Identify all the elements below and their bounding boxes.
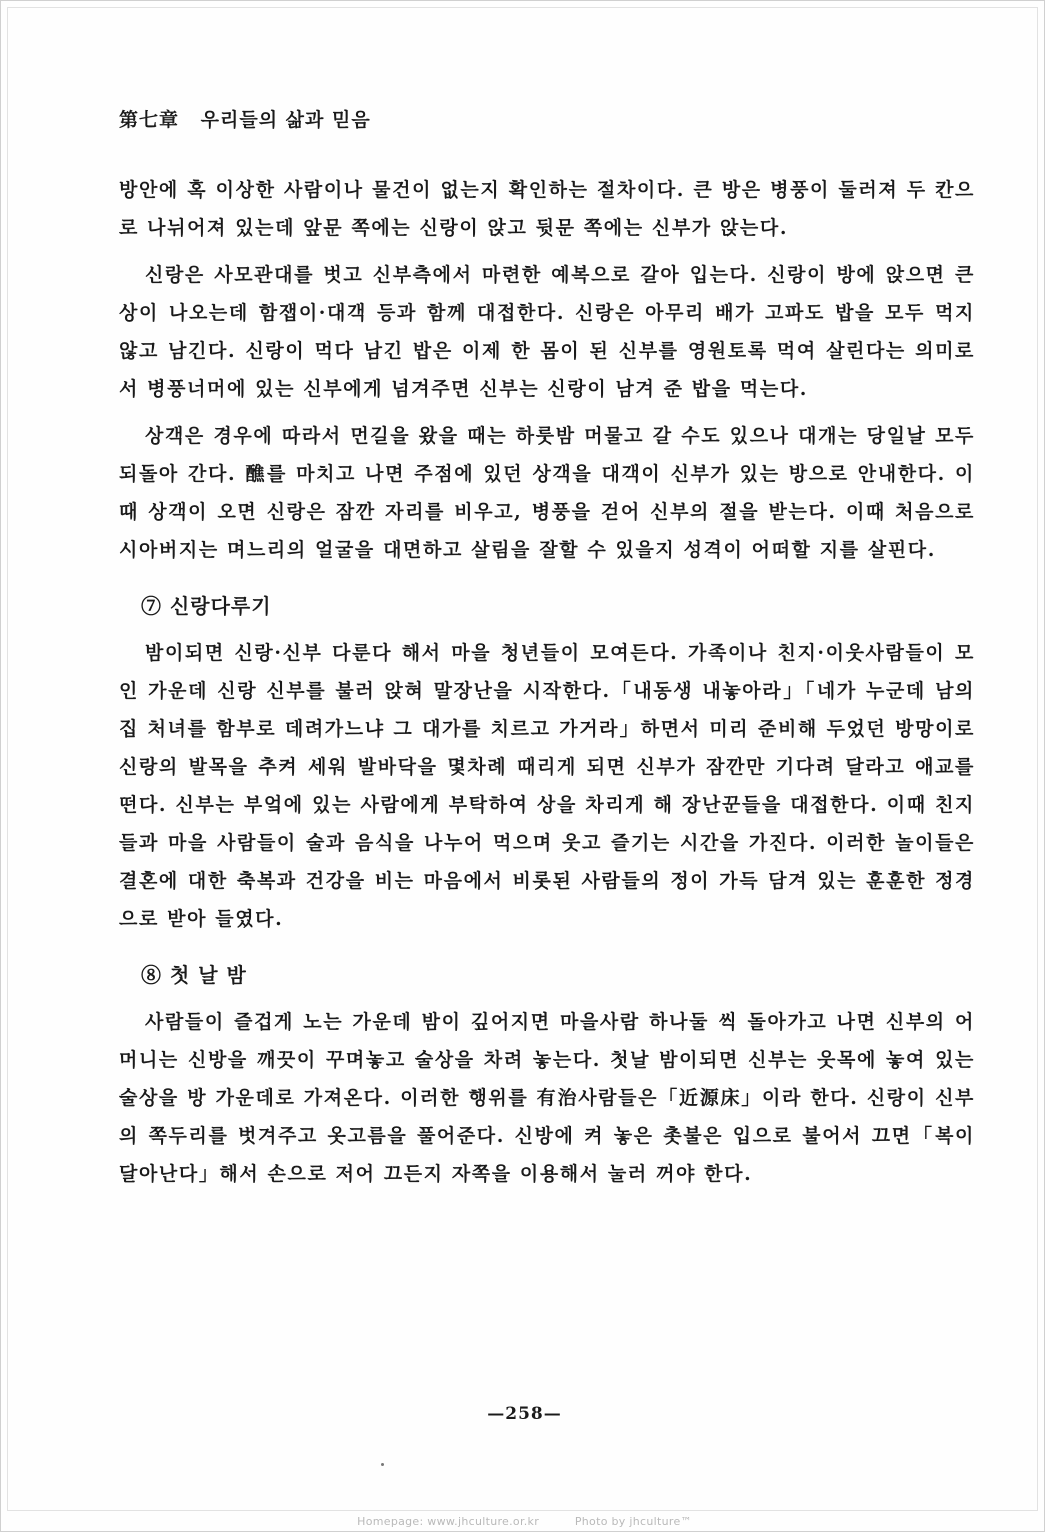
paragraph: 사람들이 즐겁게 노는 가운데 밤이 깊어지면 마을사람 하나둘 씩 돌아가고 나면 신부의 어머니는 신방을 깨끗이 꾸며놓고 술상을 차려 놓는다. 첫날 밤이되면 신부는 웃목에 놓여 있는 술상을 방 가운데로 가져온다. 이러한 행위를 有治사람들은「近源床」이라 한다. 신랑이 신부의 쪽두리를 벗겨주고 옷고름을 풀어준다. 신방에 켜 놓은 촛불은 입으로 불어서 끄면「복이 달아난다」해서 손으로 저어 끄든지 자쪽을 이용해서 눌러 꺼야 한다.	[119, 1011, 975, 1185]
section-heading-8: ⑧ 첫 날 밤	[141, 963, 247, 987]
footer-credits	[1, 1515, 1047, 1528]
paragraph: 밤이되면 신랑·신부 다룬다 해서 마을 청년들이 모여든다. 가족이나 친지·이웃사람들이 모인 가운데 신랑 신부를 불러 앉혀 말장난을 시작한다.「내동생 내놓아라」「네가 누군데 남의 집 처녀를 함부로 데려가느냐 그 대가를 치르고 가거라」하면서 미리 준비해 두었던 방망이로 신랑의 발목을 추켜 세워 발바닥을 몇차례 때리게 되면 신부가 잠깐만 기다려 달라고 애교를 떤다. 신부는 부엌에 있는 사람에게 부탁하여 상을 차리게 해 장난꾼들을 대접한다. 이때 친지들과 마을 사람들이 술과 음식을 나누어 먹으며 웃고 즐기는 시간을 가진다. 이러한 놀이들은 결혼에 대한 축복과 건강을 비는 마음에서 비롯된 사람들의 정이 가득 담겨 있는 훈훈한 정경으로 받아 들였다.	[119, 642, 975, 930]
chapter-subject: 우리들의 삶과 믿음	[200, 109, 371, 131]
chapter-label: 第七章	[119, 109, 180, 131]
scan-speck	[381, 1463, 384, 1466]
paragraph: 신랑은 사모관대를 벗고 신부측에서 마련한 예복으로 갈아 입는다. 신랑이 방에 앉으면 큰 상이 나오는데 함잽이·대객 등과 함께 대접한다. 신랑은 아무리 배가 고파도 밥을 모두 먹지 않고 남긴다. 신랑이 먹다 남긴 밥은 이제 한 몸이 된 신부를 영원토록 먹여 살린다는 의미로서 병풍너머에 있는 신부에게 넘겨주면 신부는 신랑이 남겨 준 밥을 먹는다.	[119, 264, 975, 400]
body-text	[119, 171, 975, 1202]
running-header	[119, 105, 371, 132]
paragraph: 방안에 혹 이상한 사람이나 물건이 없는지 확인하는 절차이다. 큰 방은 병풍이 둘러져 두 칸으로 나뉘어져 있는데 앞문 쪽에는 신랑이 앉고 뒷문 쪽에는 신부가 앉는다.	[119, 179, 975, 239]
page-number: —258—	[487, 1404, 562, 1424]
photo-credit: Photo by jhculture™	[574, 1515, 692, 1528]
homepage-credit: Homepage: www.jhculture.or.kr	[357, 1515, 540, 1528]
section-heading-7: ⑦ 신랑다루기	[141, 594, 272, 618]
paragraph: 상객은 경우에 따라서 먼길을 왔을 때는 하룻밤 머물고 갈 수도 있으나 대개는 당일날 모두 되돌아 간다. 醮를 마치고 나면 주점에 있던 상객을 대객이 신부가 있는 방으로 안내한다. 이때 상객이 오면 신랑은 잠깐 자리를 비우고, 병풍을 걷어 신부의 절을 받는다. 이때 처음으로 시아버지는 며느리의 얼굴을 대면하고 살림을 잘할 수 있을지 성격이 어떠할 지를 살핀다.	[119, 425, 975, 561]
